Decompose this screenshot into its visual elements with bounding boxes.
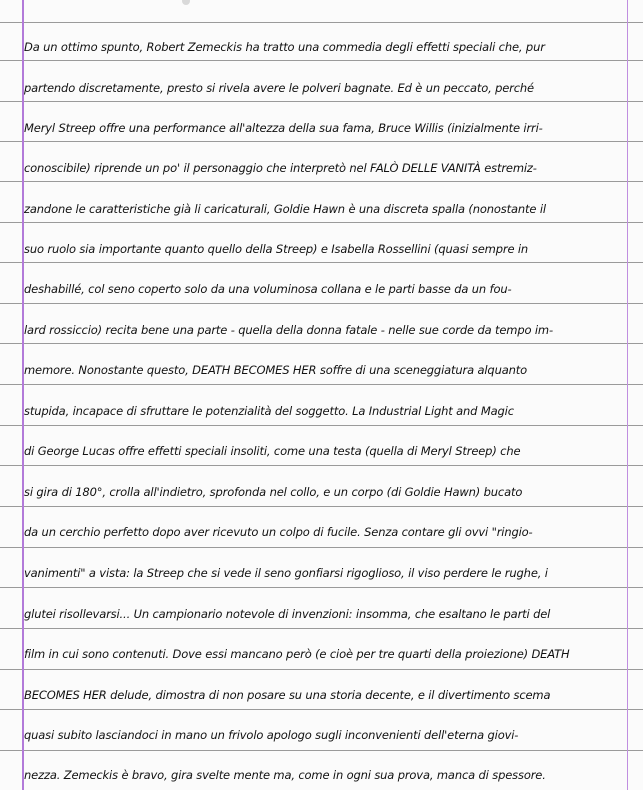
ruled-line	[0, 750, 643, 751]
handwritten-line: suo ruolo sia importante quanto quello della Streep) e Isabella Rossellini (quasi sempre in	[24, 242, 529, 256]
handwritten-line: memore. Nonostante questo, DEATH BECOMES HER soffre di una sceneggiatura alquanto	[24, 363, 527, 377]
ruled-line	[0, 669, 643, 670]
ruled-line	[0, 22, 643, 23]
handwritten-line: nezza. Zemeckis è bravo, gira svelte mente ma, come in ogni sua prova, manca di spessore.	[24, 768, 546, 782]
handwritten-line: da un cerchio perfetto dopo aver ricevuto un colpo di fucile. Senza contare gli ovvi "ringio-	[24, 525, 533, 539]
handwritten-line: film in cui sono contenuti. Dove essi mancano però (e cioè per tre quarti della proiezione) DEATH	[24, 647, 570, 661]
handwritten-line: Meryl Streep offre una performance all'altezza della sua fama, Bruce Willis (inizialmente irri-	[24, 121, 543, 135]
handwritten-line: quasi subito lasciandoci in mano un frivolo apologo sugli inconvenienti dell'eterna giovi-	[24, 728, 519, 742]
right-margin-line	[627, 0, 628, 790]
handwritten-line: zandone le caratteristiche già li caricaturali, Goldie Hawn è una discreta spalla (nonostante il	[24, 202, 546, 216]
handwritten-line: stupida, incapace di sfruttare le potenzialità del soggetto. La Industrial Light and Magic	[24, 404, 514, 418]
handwritten-line: partendo discretamente, presto si rivela avere le polveri bagnate. Ed è un peccato, perché	[24, 81, 534, 95]
handwritten-line: lard rossiccio) recita bene una parte - quella della donna fatale - nelle sue corde da tempo im-	[24, 323, 553, 337]
handwritten-line: di George Lucas offre effetti speciali insoliti, come una testa (quella di Meryl Streep) che	[24, 444, 521, 458]
handwritten-line: BECOMES HER delude, dimostra di non posare su una storia decente, e il divertimento scema	[24, 688, 551, 702]
handwritten-line: conoscibile) riprende un po' il personaggio che interpretò nel FALÒ DELLE VANITÀ estremiz-	[24, 161, 537, 175]
handwritten-line: si gira di 180°, crolla all'indietro, sprofonda nel collo, e un corpo (di Goldie Hawn) bucato	[24, 485, 523, 499]
handwritten-line: Da un ottimo spunto, Robert Zemeckis ha tratto una commedia degli effetti speciali che, pur	[24, 40, 545, 54]
handwritten-line: vanimenti" a vista: la Streep che si vede il seno gonfiarsi rigoglioso, il viso perdere le rughe, i	[24, 566, 548, 580]
punch-hole	[182, 0, 190, 5]
handwritten-line: glutei risollevarsi... Un campionario notevole di invenzioni: insomma, che esaltano le parti del	[24, 607, 551, 621]
ruled-line	[0, 547, 643, 548]
handwritten-line: deshabillé, col seno coperto solo da una voluminosa collana e le parti basse da un fou-	[24, 282, 512, 296]
